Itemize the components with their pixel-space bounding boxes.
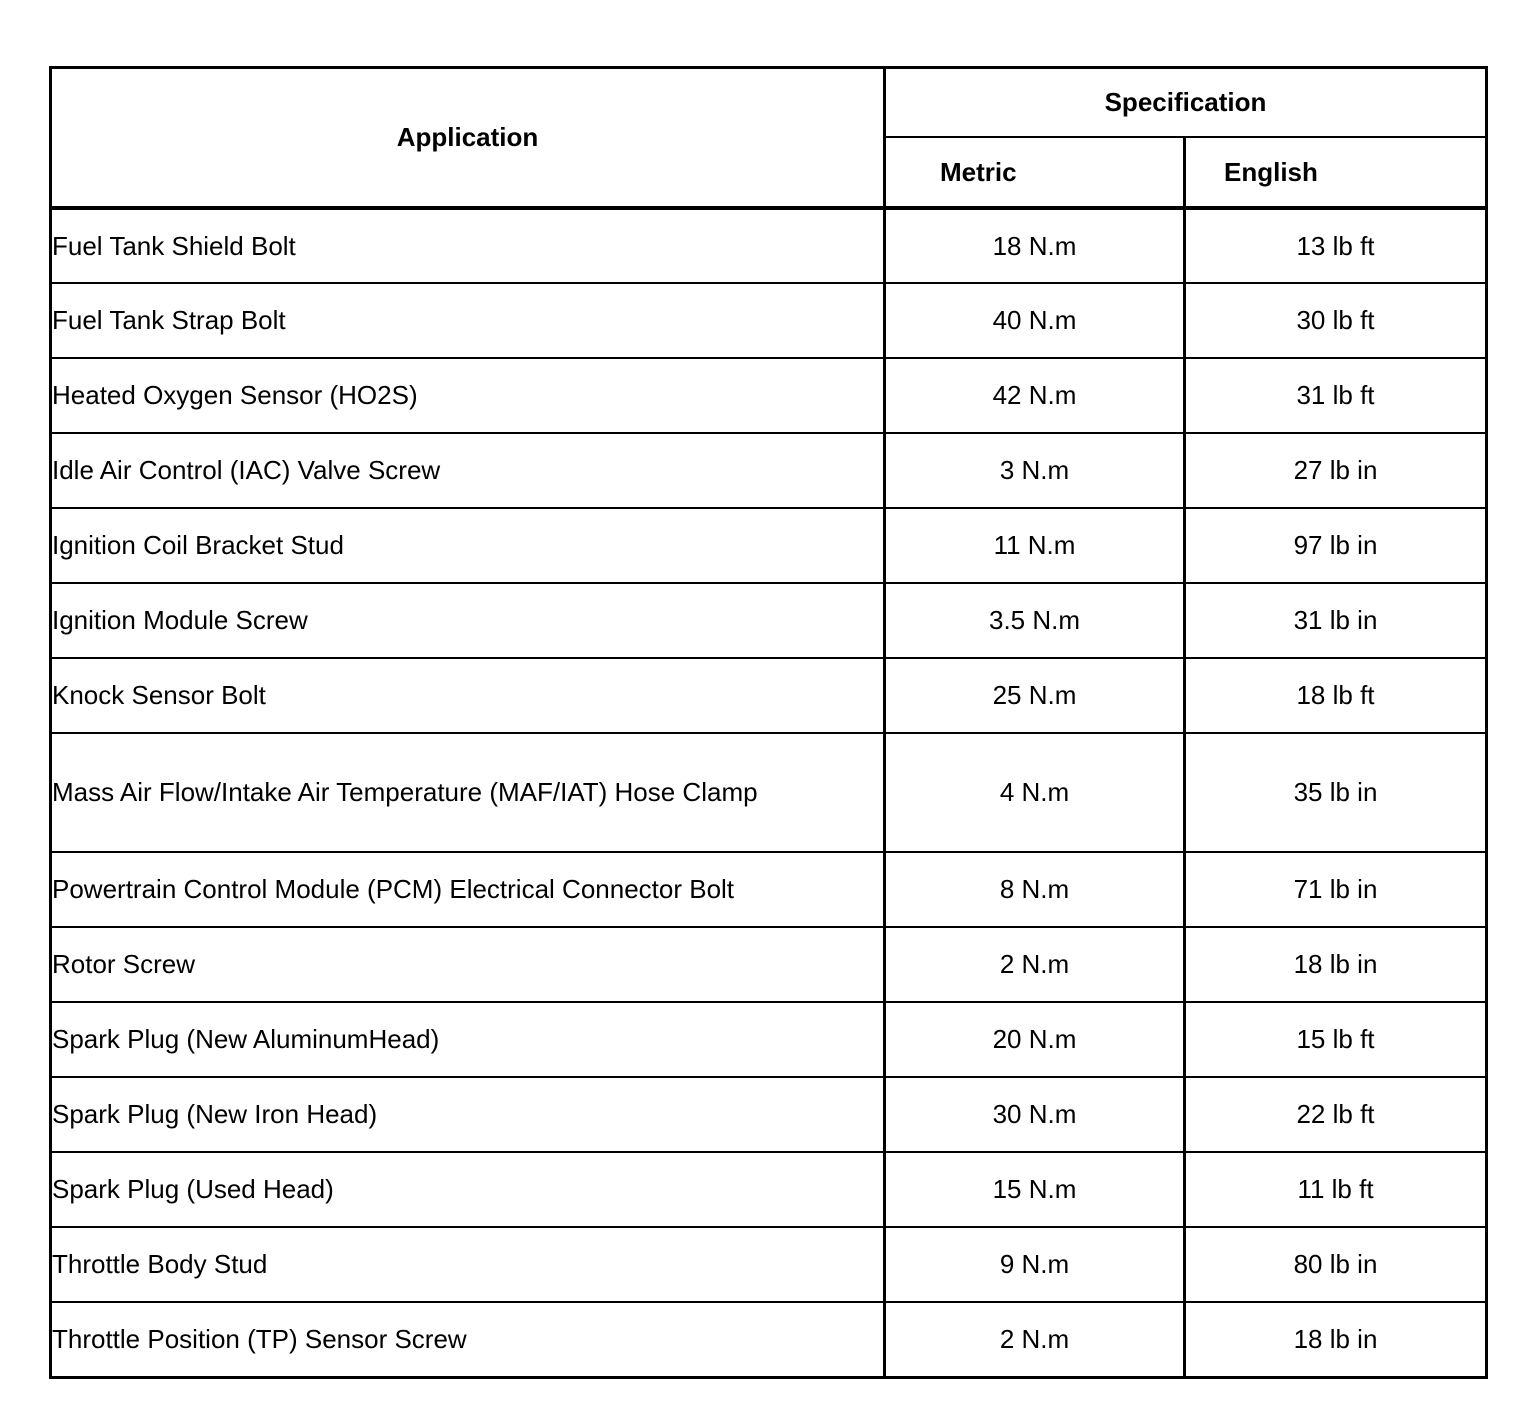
row-english: 35 lb in xyxy=(1185,733,1487,852)
row-metric: 2 N.m xyxy=(885,927,1185,1002)
row-metric: 2 N.m xyxy=(885,1302,1185,1377)
row-english: 15 lb ft xyxy=(1185,1002,1487,1077)
row-application: Throttle Body Stud xyxy=(51,1227,885,1302)
table-row xyxy=(51,852,1487,927)
row-application: Spark Plug (New AluminumHead) xyxy=(51,1002,885,1077)
table-row xyxy=(51,1152,1487,1227)
row-english: 18 lb in xyxy=(1185,927,1487,1002)
table-row xyxy=(51,358,1487,433)
table-row xyxy=(51,283,1487,358)
row-application: Throttle Position (TP) Sensor Screw xyxy=(51,1302,885,1377)
row-metric: 9 N.m xyxy=(885,1227,1185,1302)
row-metric: 40 N.m xyxy=(885,283,1185,358)
row-metric: 11 N.m xyxy=(885,508,1185,583)
row-metric: 18 N.m xyxy=(885,208,1185,283)
table-row xyxy=(51,1302,1487,1377)
row-application: Heated Oxygen Sensor (HO2S) xyxy=(51,358,885,433)
row-metric: 25 N.m xyxy=(885,658,1185,733)
table-row xyxy=(51,508,1487,583)
row-english: 30 lb ft xyxy=(1185,283,1487,358)
header-application: Application xyxy=(51,68,885,209)
table-row xyxy=(51,433,1487,508)
row-application: Fuel Tank Strap Bolt xyxy=(51,283,885,358)
table-row xyxy=(51,1227,1487,1302)
table-row xyxy=(51,208,1487,283)
torque-spec-table xyxy=(49,66,1488,1379)
table-row xyxy=(51,1002,1487,1077)
row-english: 18 lb in xyxy=(1185,1302,1487,1377)
row-metric: 8 N.m xyxy=(885,852,1185,927)
row-english: 18 lb ft xyxy=(1185,658,1487,733)
row-application: Ignition Module Screw xyxy=(51,583,885,658)
row-english: 22 lb ft xyxy=(1185,1077,1487,1152)
row-english: 71 lb in xyxy=(1185,852,1487,927)
row-application: Ignition Coil Bracket Stud xyxy=(51,508,885,583)
row-english: 31 lb in xyxy=(1185,583,1487,658)
table-row xyxy=(51,1077,1487,1152)
row-metric: 20 N.m xyxy=(885,1002,1185,1077)
row-english: 27 lb in xyxy=(1185,433,1487,508)
row-metric: 3 N.m xyxy=(885,433,1185,508)
row-english: 80 lb in xyxy=(1185,1227,1487,1302)
row-metric: 42 N.m xyxy=(885,358,1185,433)
row-application: Rotor Screw xyxy=(51,927,885,1002)
row-english: 31 lb ft xyxy=(1185,358,1487,433)
row-english: 13 lb ft xyxy=(1185,208,1487,283)
row-english: 11 lb ft xyxy=(1185,1152,1487,1227)
row-application: Powertrain Control Module (PCM) Electrical Connector Bolt xyxy=(51,852,885,927)
row-application: Spark Plug (New Iron Head) xyxy=(51,1077,885,1152)
header-metric: Metric xyxy=(885,137,1185,208)
row-metric: 3.5 N.m xyxy=(885,583,1185,658)
row-application: Knock Sensor Bolt xyxy=(51,658,885,733)
table-row xyxy=(51,733,1487,852)
header-english: English xyxy=(1185,137,1487,208)
header-specification: Specification xyxy=(885,68,1487,138)
table-row xyxy=(51,658,1487,733)
row-metric: 15 N.m xyxy=(885,1152,1185,1227)
row-application: Mass Air Flow/Intake Air Temperature (MAF/IAT) Hose Clamp xyxy=(51,733,885,852)
row-application: Spark Plug (Used Head) xyxy=(51,1152,885,1227)
table-row xyxy=(51,583,1487,658)
row-metric: 30 N.m xyxy=(885,1077,1185,1152)
table-row xyxy=(51,927,1487,1002)
row-metric: 4 N.m xyxy=(885,733,1185,852)
row-english: 97 lb in xyxy=(1185,508,1487,583)
row-application: Fuel Tank Shield Bolt xyxy=(51,208,885,283)
row-application: Idle Air Control (IAC) Valve Screw xyxy=(51,433,885,508)
